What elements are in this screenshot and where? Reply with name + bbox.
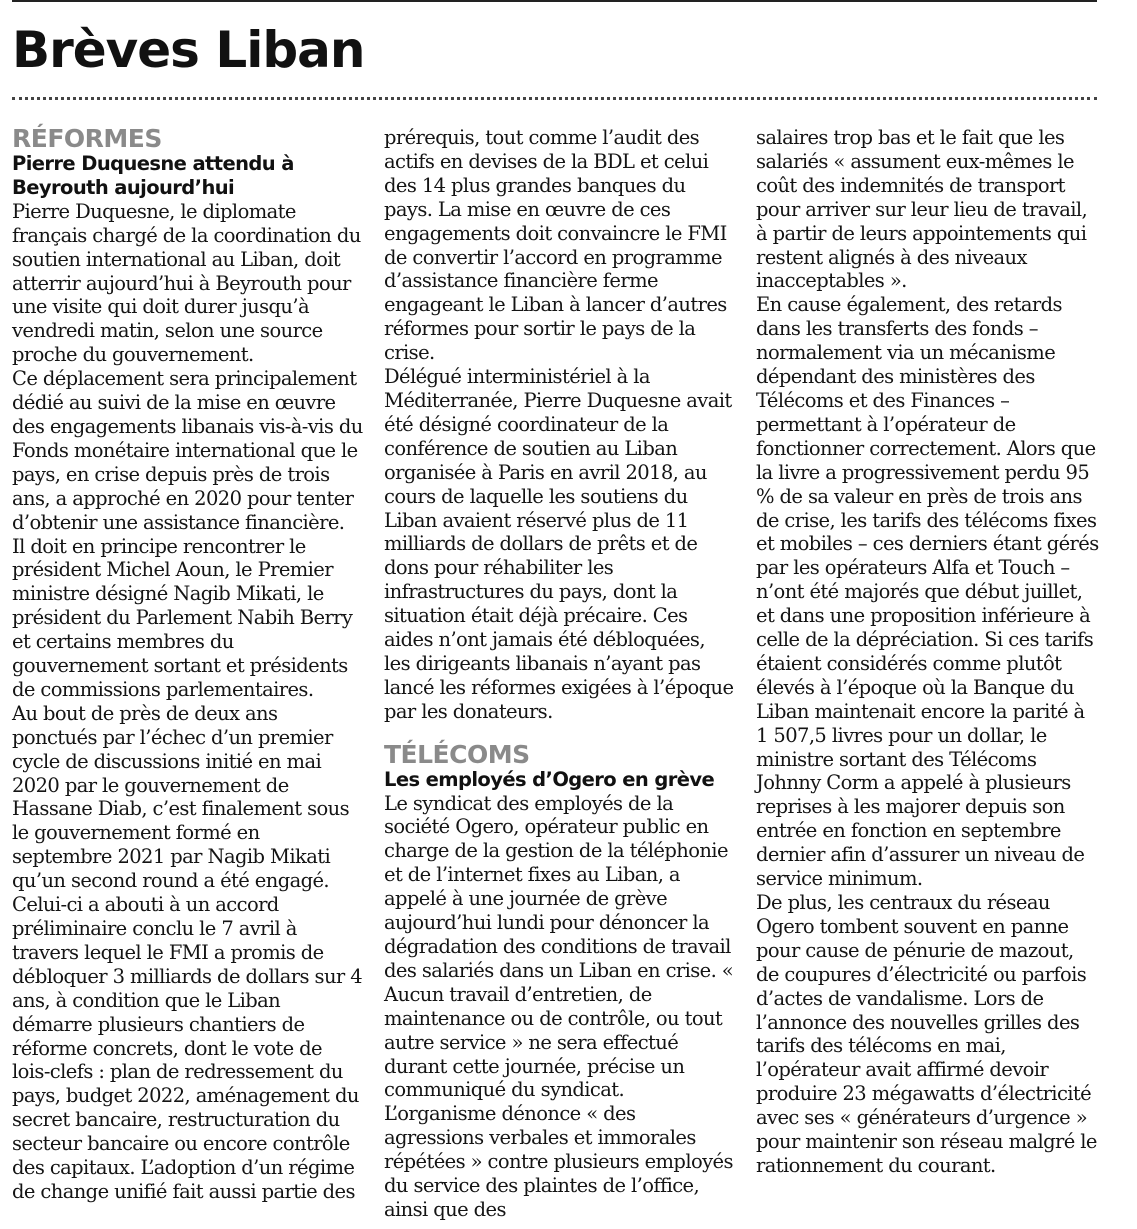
article-paragraph: Délégué interministériel à la Méditerranée, Pierre Duquesne avait été désigné coordinateur de la conférence de soutien au Liban organisée à Paris en avril 2018, au cours de laquelle les soutiens du Liban avaient réservé plus de 11 milliards de dollars de prêts et de dons pour réhabiliter les infrastructures du pays, dont la situation était déjà précaire. Ces aides n’ont jamais été débloquées, les dirigeants libanais n’ayant pas lancé les réformes exigées à l’époque par les donateurs.: [384, 365, 734, 723]
article-separator: [384, 724, 736, 742]
page-title: Brèves Liban: [12, 21, 365, 79]
article-paragraph: prérequis, tout comme l’audit des actifs en devises de la BDL et celui des 14 plus grandes banques du pays. La mise en œuvre de ces engagements doit convaincre le FMI de convertir l’accord en programme d’assistance financière ferme engageant le Liban à lancer d’autres réformes pour sortir le pays de la crise.: [384, 126, 727, 365]
article-paragraph: salaires trop bas et le fait que les salariés « assument eux-mêmes le coût des indemnités de transport pour arriver sur leur lieu de travail, à partir de leurs appointements qui restent alignés à des niveaux inacceptables ».: [756, 126, 1088, 293]
article-paragraph: L’organisme dénonce « des agressions verbales et immorales répétées » contre plusieurs employés du service des plaintes de l’office, ainsi que des: [384, 1102, 733, 1221]
article-paragraph: Le syndicat des employés de la société Ogero, opérateur public en charge de la gestion de la téléphonie et de l’internet fixes au Liban, a appelé à une journée de grève aujourd’hui lundi pour dénoncer la dégradation des conditions de travail des salariés dans un Liban en crise. « Aucun travail d’entretien, de maintenance ou de contrôle, ou tout autre service » ne sera effectué durant cette journée, précise un communiqué du syndicat.: [384, 791, 734, 1102]
article-paragraph: Ce déplacement sera principalement dédié au suivi de la mise en œuvre des engagements libanais vis-à-vis du Fonds monétaire international que le pays, en crise depuis près de trois ans, a approché en 2020 pour tenter d’obtenir une assistance financière.: [12, 367, 363, 534]
article-paragraph: Au bout de près de deux ans ponctués par l’échec d’un premier cycle de discussions initié en mai 2020 par le gouvernement de Hassane Diab, c’est finalement sous le gouvernement formé en septembre 2021 par Nagib Mikati qu’un second round a été engagé. Celui-ci a abouti à un accord préliminaire conclu le 7 avril à travers lequel le FMI a promis de débloquer 3 milliards de dollars sur 4 ans, à condition que le Liban démarre plusieurs chantiers de réforme concrets, dont le vote de lois-clefs : plan de redressement du pays, budget 2022, aménagement du secret bancaire, restructuration du secteur bancaire ou encore contrôle des capitaux. L’adoption d’un régime de change unifié fait aussi partie des: [12, 701, 363, 1203]
top-rule: [12, 0, 1097, 2]
article-paragraph: En cause également, des retards dans les transferts des fonds – normalement via un mécanisme dépendant des ministères des Télécoms et des Finances – permettant à l’opérateur de fonctionner correctement. Alors que la livre a progressivement perdu 95 % de sa valeur en près de trois ans de crise, les tarifs des télécoms fixes et mobiles – ces derniers étant gérés par les opérateurs Alfa et Touch – n’ont été majorés que début juillet, et dans une proposition inférieure à celle de la dépréciation. Si ces tarifs étaient considérés comme plutôt élevés à l’époque où la Banque du Liban maintenait encore la parité à 1 507,5 livres pour un dollar, le ministre sortant des Télécoms Johnny Corm a appelé à plusieurs reprises à les majorer depuis son entrée en fonction en septembre dernier afin d’assurer un niveau de service minimum.: [756, 293, 1099, 891]
article-paragraph: De plus, les centraux du réseau Ogero tombent souvent en panne pour cause de pénurie de mazout, de coupures d’électricité ou parfois d’actes de vandalisme. Lors de l’annonce des nouvelles grilles des tarifs des télécoms en mai, l’opérateur avait affirmé devoir produire 23 mégawatts d’électricité avec ses « générateurs d’urgence » pour maintenir son réseau malgré le rationnement du courant.: [756, 891, 1097, 1177]
article-paragraph: Il doit en principe rencontrer le président Michel Aoun, le Premier ministre désigné Nagib Mikati, le président du Parlement Nabih Berry et certains membres du gouvernement sortant et présidents de commissions parlementaires.: [12, 534, 353, 701]
article-rubric-telecoms: TÉLÉCOMS: [384, 739, 530, 769]
article-rubric-reformes: RÉFORMES: [12, 124, 162, 153]
column-2: [384, 126, 736, 1222]
article-paragraph: Pierre Duquesne, le diplomate français chargé de la coordination du soutien international au Liban, doit atterrir aujourd’hui à Beyrouth pour une visite qui doit durer jusqu’à vendredi matin, selon une source proche du gouvernement.: [12, 199, 361, 367]
article-headline-ogero: Les employés d’Ogero en grève: [384, 767, 715, 791]
article-headline-duquesne: Pierre Duquesne attendu à Beyrouth aujourd’hui: [12, 152, 294, 199]
column-3: [756, 126, 1101, 1178]
dotted-divider: [12, 97, 1097, 100]
column-1: [12, 126, 364, 1204]
